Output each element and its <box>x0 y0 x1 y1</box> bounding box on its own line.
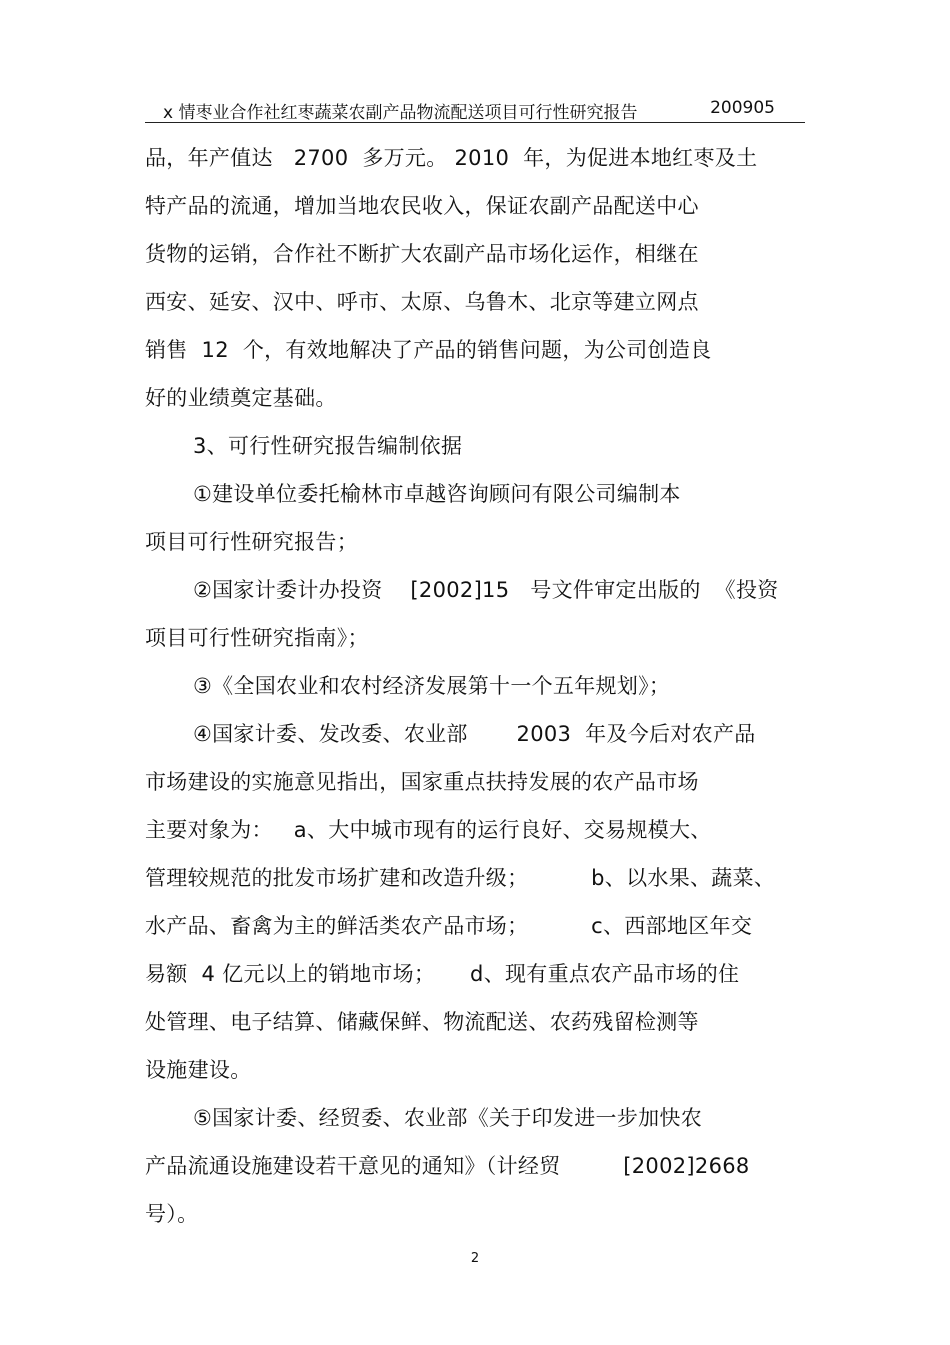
page-number: 2 <box>470 1251 480 1266</box>
page-header <box>145 96 805 123</box>
body-line: 货物的运销，合作社不断扩大农副产品市场化运作，相继在 <box>145 242 699 266</box>
body-line: 产品流通设施建设若干意见的通知》（计经贸 [2002]2668 <box>145 1154 750 1178</box>
body-line: 主要对象为： a、大中城市现有的运行良好、交易规模大、 <box>145 818 712 842</box>
body-line: 项目可行性研究指南》； <box>145 626 369 650</box>
body-line: 品，年产值达 2700 多万元。 2010 年，为促进本地红枣及土 <box>145 146 758 170</box>
body-line: 项目可行性研究报告； <box>145 530 358 554</box>
body-line: 好的业绩奠定基础。 <box>145 386 337 410</box>
body-line: ②国家计委计办投资 [2002]15 号文件审定出版的 《投资 <box>193 578 779 602</box>
body-line: ④国家计委、发改委、农业部 2003 年及今后对农产品 <box>193 722 756 746</box>
body-line: 处管理、电子结算、储藏保鲜、物流配送、农药残留检测等 <box>145 1010 699 1034</box>
body-line: 市场建设的实施意见指出，国家重点扶持发展的农产品市场 <box>145 770 699 794</box>
body-line: 易额 4 亿元以上的销地市场； d、现有重点农产品市场的住 <box>145 962 740 986</box>
header-code: 200905 <box>710 98 775 118</box>
body-line: 管理较规范的批发市场扩建和改造升级； b、以水果、蔬菜、 <box>145 866 776 890</box>
body-line: ①建设单位委托榆林市卓越咨询顾问有限公司编制本 <box>193 482 681 506</box>
body-line: 西安、延安、汉中、呼市、太原、乌鲁木、北京等建立网点 <box>145 290 699 314</box>
body-line: ③《全国农业和农村经济发展第十一个五年规划》； <box>193 674 671 698</box>
section-heading: 3、可行性研究报告编制依据 <box>193 434 463 458</box>
body-line: ⑤国家计委、经贸委、农业部《关于印发进一步加快农 <box>193 1106 703 1130</box>
body-line: 设施建设。 <box>145 1058 252 1082</box>
body-line: 特产品的流通，增加当地农民收入，保证农副产品配送中心 <box>145 194 699 218</box>
body-line: 号）。 <box>145 1202 199 1226</box>
body-line: 销售 12 个，有效地解决了产品的销售问题，为公司创造良 <box>145 338 712 362</box>
header-title: x 情枣业合作社红枣蔬菜农副产品物流配送项目可行性研究报告 <box>163 103 638 123</box>
body-line: 水产品、畜禽为主的鲜活类农产品市场； c、西部地区年交 <box>145 914 753 938</box>
